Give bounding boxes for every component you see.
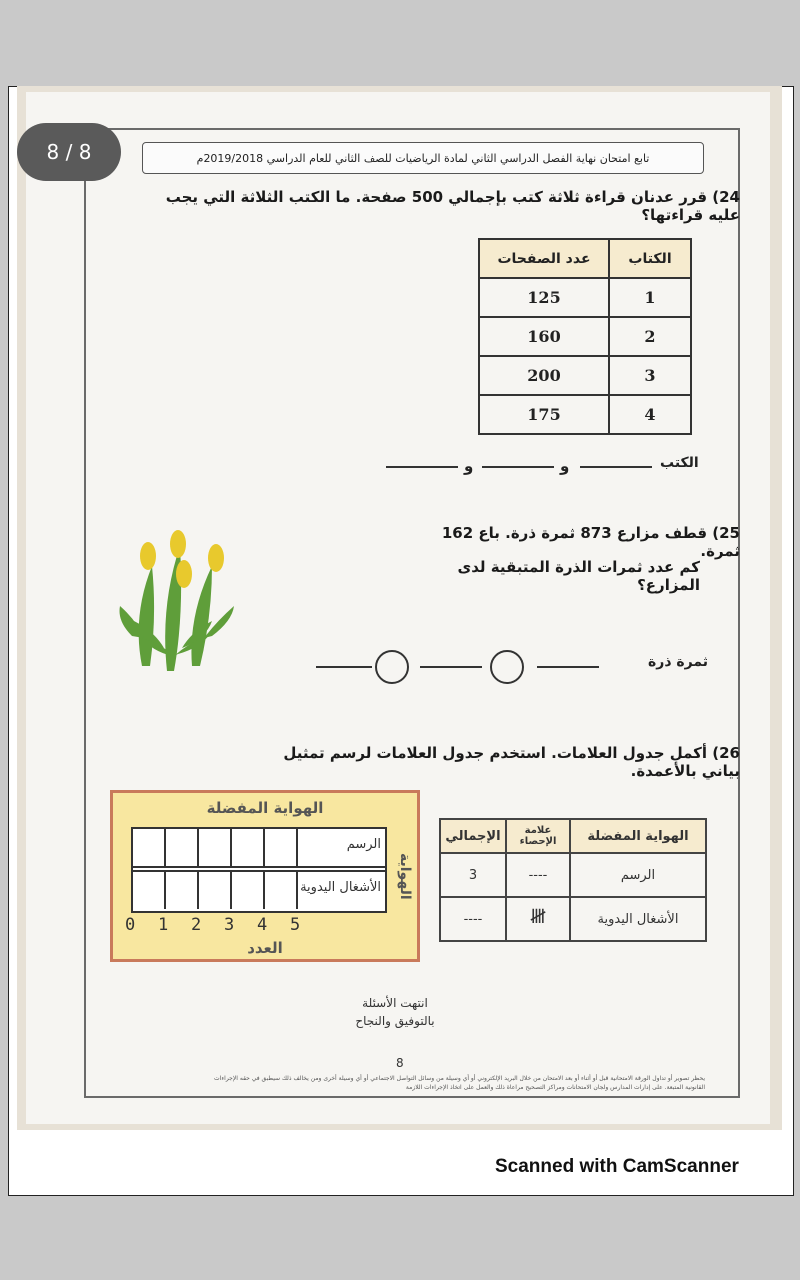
page-counter: 8 / 8 [17,123,121,181]
book-number: 4 [609,395,691,434]
tally-total: ---- [440,897,506,941]
closing-line-2: بالتوفيق والنجاح [355,1014,435,1028]
tally-mark: ---- [506,853,570,897]
graph-row-label: الرسم [346,837,381,852]
conjunction-1: و [560,457,570,475]
table-row [479,278,691,317]
graph-row-crafts [133,872,385,909]
bar-cell [166,829,199,866]
tally-total: 3 [440,853,506,897]
bar-cell [133,829,166,866]
books-answer-label: الكتب [660,455,699,471]
graph-title: الهواية المفضلة [206,799,324,817]
exam-title: تابع امتحان نهاية الفصل الدراسي الثاني لمادة الرياضيات للصف الثاني للعام الدراسي 2019/2018م [196,151,650,165]
operation-circle-2 [375,650,409,684]
tally-hobby: الأشغال اليدوية [570,897,706,941]
book-pages: 160 [479,317,609,356]
graph-y-axis-label: الهواية [397,853,413,900]
bar-cell [265,872,298,909]
book-number: 3 [609,356,691,395]
tick-label: 5 [290,915,301,935]
footnote: يحظر تصوير أو تداول الورقة الامتحانية قبل أو أثناء أو بعد الامتحان من خلال البريد الإلكتروني أو أي وسيلة من وسائل التواصل الاجتماعي أو أي وسيلة أخرى ومن يخالف ذلك سيطبق في حقه الإجراءات القانونية المتبعة. على إدارات المدارس ولجان الامتحانات ومراكز التصحيح مراعاة ذلك والعمل على اتخاذ الإجراءات اللازمة [214,1075,705,1091]
bar-cell [199,829,232,866]
tick-label: 4 [257,915,268,935]
table-row [479,317,691,356]
book-pages: 175 [479,395,609,434]
book-pages: 200 [479,356,609,395]
question-25-prompt: كم عدد ثمرات الذرة المتبقية لدى المزارع؟ [457,558,700,594]
graph-x-axis-label: العدد [247,939,283,957]
tally-header-hobby: الهواية المفضلة [570,819,706,853]
tally-mark: 𝍸 [506,897,570,941]
exam-header [142,142,704,174]
book-number: 1 [609,278,691,317]
tally-header-mark: علامة الإحصاء [506,819,570,853]
table-row [479,395,691,434]
tick-label: 1 [158,915,169,935]
closing-line-1: انتهت الأسئلة [362,996,428,1010]
tick-label: 3 [224,915,235,935]
subtraction-blank-1 [537,666,599,668]
question-26: 26) أكمل جدول العلامات. استخدم جدول العلامات لرسم تمثيل بياني بالأعمدة. [283,744,740,780]
tally-table [439,818,707,942]
answer-blank-3 [386,466,458,468]
tally-hobby: الرسم [570,853,706,897]
question-24: 24) قرر عدنان قراءة ثلاثة كتب بإجمالي 500 صفحة. ما الكتب الثلاثة التي يجب عليه قراءتها؟ [165,188,740,224]
answer-blank-2 [482,466,554,468]
closing-note [340,994,450,1030]
books-table [478,238,692,435]
book-pages: 125 [479,278,609,317]
graph-row-label: الأشغال اليدوية [300,880,381,895]
subtraction-blank-3 [316,666,372,668]
operation-circle-1 [490,650,524,684]
bar-cell [232,872,265,909]
bar-cell [232,829,265,866]
bar-cell [199,872,232,909]
books-header-book: الكتاب [609,239,691,278]
subtraction-blank-2 [420,666,482,668]
bar-cell [133,872,166,909]
bar-graph-grid [131,827,387,913]
bar-cell [166,872,199,909]
table-row [440,853,706,897]
camscanner-watermark: Scanned with CamScanner [495,1156,739,1177]
books-header-pages: عدد الصفحات [479,239,609,278]
table-row [479,356,691,395]
tick-label: 0 [125,915,136,935]
tick-label: 2 [191,915,202,935]
corn-plant-illustration [112,526,242,676]
question-25: 25) قطف مزارع 873 ثمرة ذرة. باع 162 ثمرة. [441,524,740,560]
tally-header-total: الإجمالي [440,819,506,853]
answer-blank-1 [580,466,652,468]
conjunction-2: و [464,457,474,475]
graph-row-drawing [133,829,385,866]
bar-cell [265,829,298,866]
page-number: 8 [396,1056,404,1070]
bar-graph-panel [110,790,420,962]
table-row [440,897,706,941]
corn-answer-label: ثمرة ذرة [648,654,708,670]
book-number: 2 [609,317,691,356]
